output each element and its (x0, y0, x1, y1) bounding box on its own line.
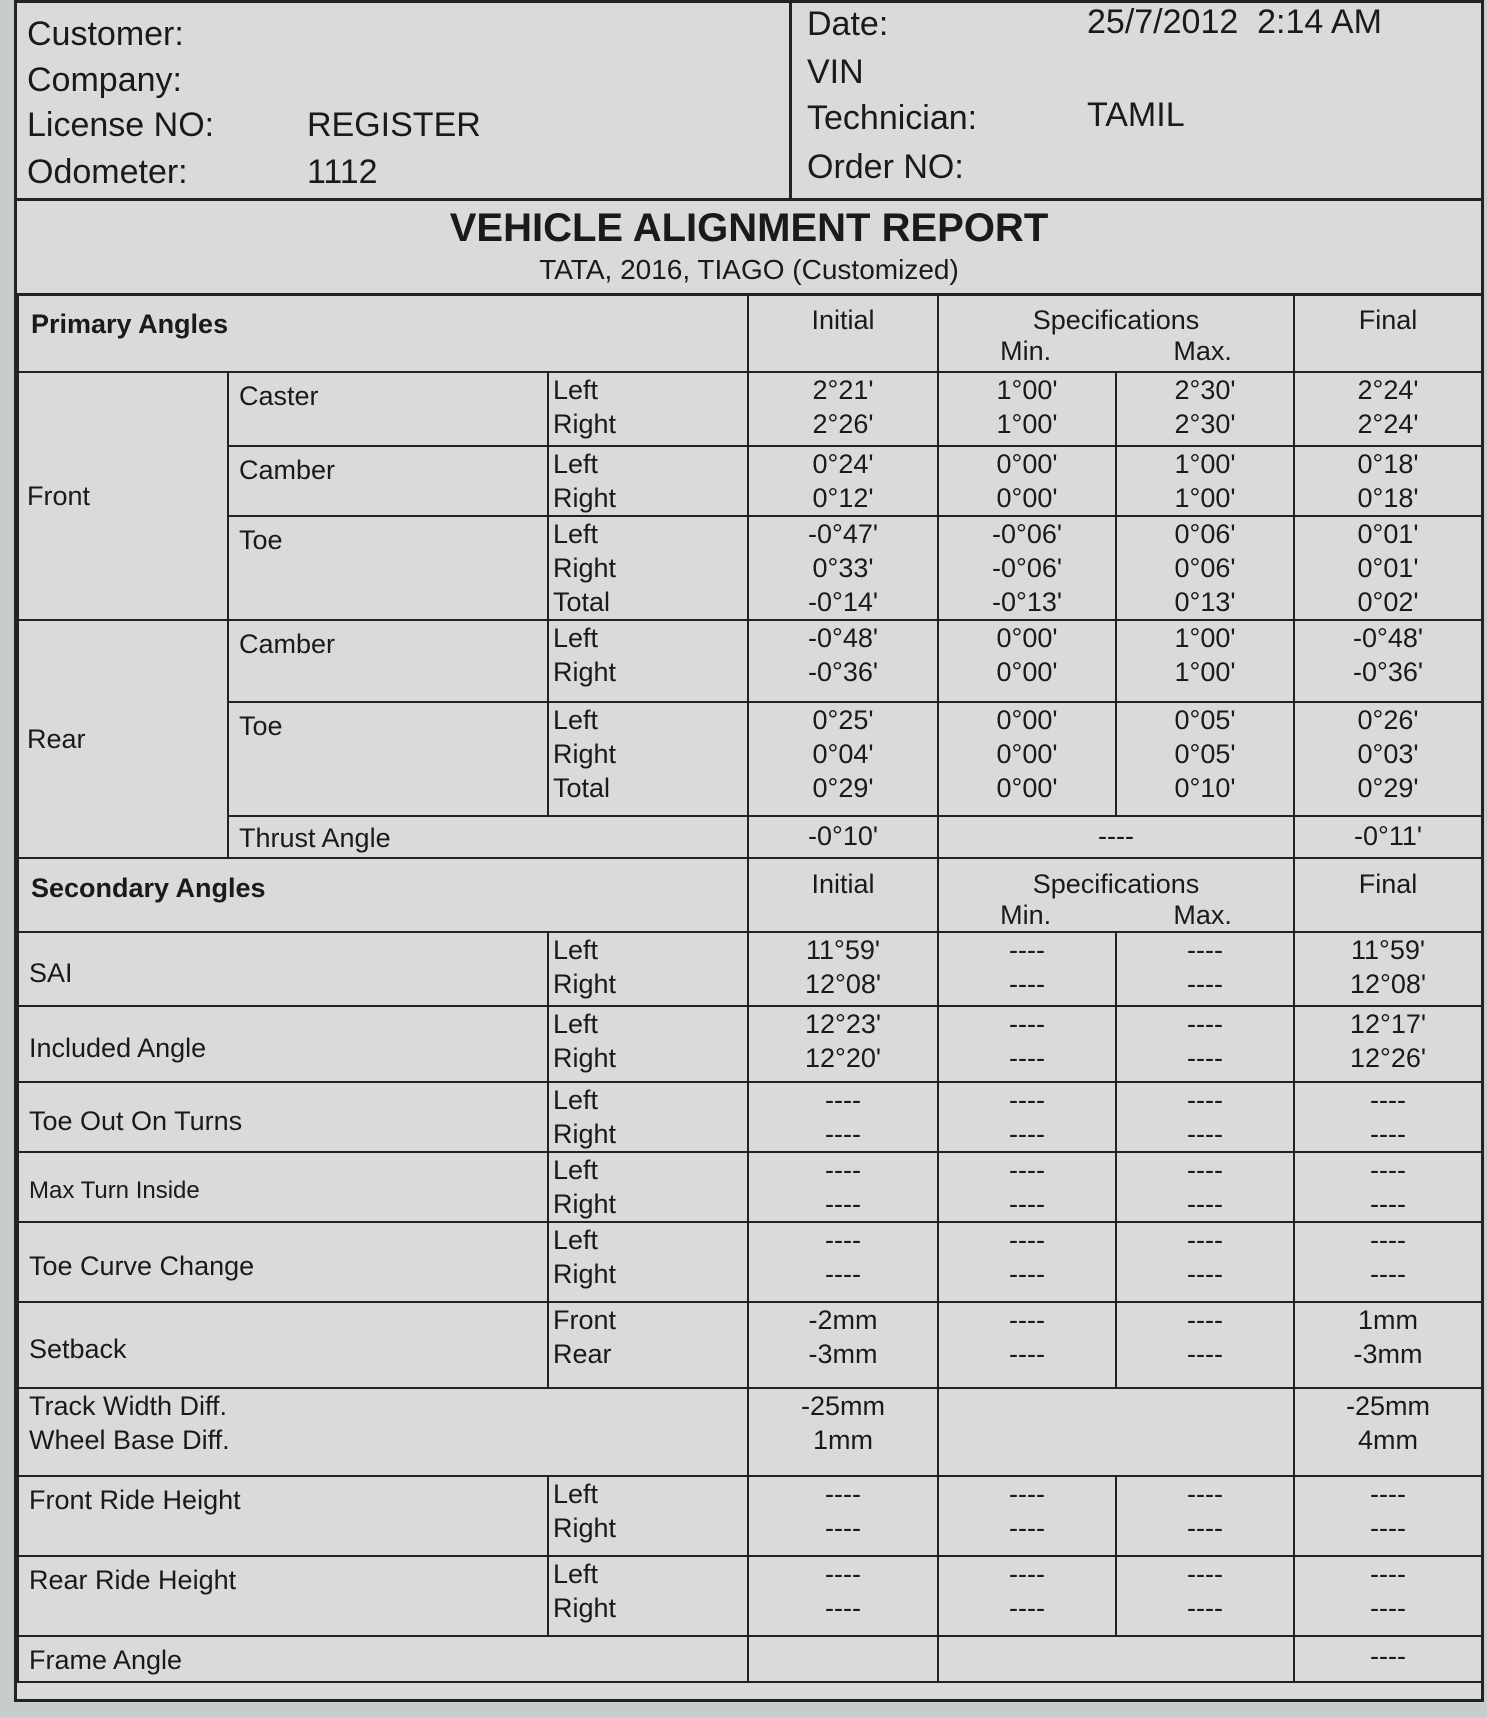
value-cell: 0°01' (1357, 553, 1419, 583)
value-cell: ---- (1187, 1259, 1223, 1289)
col-initial: Initial (811, 305, 875, 335)
value-cell: ---- (1009, 1009, 1045, 1039)
col-specifications: Specifications (1032, 869, 1200, 899)
value-cell: 0°00' (996, 705, 1058, 735)
front-camber-label: Camber (228, 446, 548, 516)
rear-camber-row (18, 620, 1482, 702)
value-cell: 0°18' (1357, 449, 1419, 479)
frame-angle-row (18, 1636, 1482, 1682)
value-cell: 0°26' (1357, 705, 1419, 735)
value-cell: -2mm (808, 1305, 878, 1335)
primary-angles-heading: Primary Angles (18, 294, 748, 372)
date-label: Date: (807, 5, 889, 43)
value-cell: ---- (1370, 1119, 1406, 1149)
track-wheelbase-row (18, 1388, 1482, 1476)
value-cell: -0°14' (808, 587, 879, 617)
value-cell: ---- (1009, 1305, 1045, 1335)
value-cell: 0°33' (812, 553, 874, 583)
value-cell: ---- (1370, 1155, 1406, 1185)
col-final: Final (1358, 869, 1418, 899)
value-cell: 0°00' (996, 739, 1058, 769)
value-cell: ---- (825, 1513, 861, 1543)
alignment-table (17, 293, 1483, 1683)
value-cell: -0°06' (992, 519, 1063, 549)
value-cell: 1°00' (1174, 449, 1236, 479)
value-cell: ---- (825, 1119, 861, 1149)
side-label: Right (553, 553, 617, 583)
value-cell: 2°24' (1357, 375, 1419, 405)
value-cell: ---- (1009, 1339, 1045, 1369)
value-cell: -0°48' (1353, 623, 1424, 653)
track-width-label: Track Width Diff. (29, 1391, 228, 1421)
col-final: Final (1358, 305, 1418, 335)
license-label: License NO: (27, 106, 215, 144)
side-label: Left (553, 1559, 599, 1589)
alignment-report-sheet (14, 0, 1484, 1702)
max-turn-row (18, 1152, 1482, 1222)
value-cell: 1mm (813, 1425, 874, 1455)
odometer-value: 1112 (307, 153, 378, 191)
side-label: Left (553, 449, 599, 479)
value-cell: ---- (1009, 1225, 1045, 1255)
side-label: Left (553, 1225, 599, 1255)
value-cell: 12°08' (805, 969, 882, 999)
primary-header-row (18, 294, 1482, 372)
vin-label: VIN (807, 53, 864, 91)
side-label: Left (553, 623, 599, 653)
side-label: Left (553, 1085, 599, 1115)
value-cell: 11°59' (806, 935, 881, 965)
value-cell: 0°02' (1357, 587, 1419, 617)
value-cell: ---- (1187, 1043, 1223, 1073)
value-cell: -0°06' (992, 553, 1063, 583)
value-cell: -0°11' (1294, 816, 1482, 858)
value-cell: ---- (1009, 1155, 1045, 1185)
value-cell: ---- (1187, 1155, 1223, 1185)
value-cell: 0°06' (1174, 519, 1236, 549)
side-label: Right (553, 969, 617, 999)
rear-ride-row (18, 1556, 1482, 1636)
value-cell: ---- (825, 1479, 861, 1509)
sai-label: SAI (18, 932, 548, 1006)
technician-label: Technician: (807, 99, 978, 137)
value-cell: ---- (1370, 1513, 1406, 1543)
value-cell: 0°25' (812, 705, 874, 735)
value-cell: 4mm (1358, 1425, 1419, 1455)
value-cell: ---- (1187, 1559, 1223, 1589)
report-title-box (17, 198, 1481, 296)
caster-row (18, 372, 1482, 446)
side-label: Front (553, 1305, 617, 1335)
value-cell: ---- (1009, 935, 1045, 965)
value-cell: ---- (1370, 1259, 1406, 1289)
wheel-base-label: Wheel Base Diff. (29, 1425, 230, 1455)
value-cell: -3mm (1353, 1339, 1423, 1369)
value-cell: ---- (1187, 1513, 1223, 1543)
side-label: Right (553, 1593, 617, 1623)
value-cell: ---- (1187, 1225, 1223, 1255)
col-max: Max. (1173, 336, 1232, 366)
value-cell: ---- (1370, 1559, 1406, 1589)
header-divider (789, 3, 792, 198)
value-cell: ---- (1009, 1043, 1045, 1073)
value-cell: 0°29' (812, 773, 874, 803)
sai-row (18, 932, 1482, 1006)
side-label: Left (553, 705, 599, 735)
front-toe-label: Toe (228, 516, 548, 620)
value-cell: ---- (825, 1189, 861, 1219)
value-cell: 2°21' (812, 375, 874, 405)
value-cell: 0°13' (1174, 587, 1236, 617)
value-cell: ---- (1294, 1636, 1482, 1682)
odometer-label: Odometer: (27, 153, 188, 191)
value-cell: ---- (1370, 1593, 1406, 1623)
value-cell: 0°01' (1357, 519, 1419, 549)
value-cell: ---- (825, 1259, 861, 1289)
side-label: Right (553, 409, 617, 439)
value-cell: ---- (1187, 1119, 1223, 1149)
side-label: Right (553, 483, 617, 513)
value-cell: ---- (1187, 1009, 1223, 1039)
caster-label: Caster (228, 372, 548, 446)
value-cell: 1°00' (1174, 657, 1236, 687)
value-cell: ---- (1187, 1305, 1223, 1335)
side-label: Right (553, 1189, 617, 1219)
front-camber-row (18, 446, 1482, 516)
value-cell: -0°36' (1353, 657, 1424, 687)
value-cell: 1°00' (1174, 483, 1236, 513)
frame-angle-label: Frame Angle (18, 1636, 748, 1682)
side-label: Left (553, 1009, 599, 1039)
value-cell: 0°00' (996, 623, 1058, 653)
toe-curve-row (18, 1222, 1482, 1302)
value-cell: ---- (1009, 1085, 1045, 1115)
value-cell: ---- (1187, 1593, 1223, 1623)
value-cell: 0°00' (996, 483, 1058, 513)
side-label: Left (553, 519, 599, 549)
value-cell: ---- (1187, 935, 1223, 965)
value-cell: -25mm (801, 1391, 886, 1421)
side-label: Right (553, 1513, 617, 1543)
order-label: Order NO: (807, 148, 964, 186)
value-cell: -0°10' (748, 816, 938, 858)
side-label: Left (553, 935, 599, 965)
col-min: Min. (1000, 900, 1052, 930)
rear-toe-label: Toe (228, 702, 548, 816)
date-value: 25/7/2012 2:14 AM (1087, 3, 1382, 41)
value-cell: 2°24' (1357, 409, 1419, 439)
toe-out-row (18, 1082, 1482, 1152)
value-cell: 1°00' (996, 409, 1058, 439)
value-cell: 0°04' (812, 739, 874, 769)
secondary-angles-heading: Secondary Angles (18, 858, 748, 932)
front-ride-label: Front Ride Height (18, 1476, 548, 1556)
value-cell: 12°23' (805, 1009, 882, 1039)
col-specifications: Specifications (1032, 305, 1200, 335)
value-cell: ---- (1187, 1339, 1223, 1369)
toe-out-label: Toe Out On Turns (18, 1082, 548, 1152)
value-cell: 0°03' (1357, 739, 1419, 769)
col-max: Max. (1173, 900, 1232, 930)
license-value: REGISTER (307, 106, 481, 144)
technician-value: TAMIL (1087, 96, 1185, 134)
value-cell: 0°05' (1174, 705, 1236, 735)
value-cell: 0°12' (812, 483, 874, 513)
value-cell: 2°26' (812, 409, 874, 439)
side-label: Total (553, 587, 611, 617)
value-cell: 12°08' (1350, 969, 1427, 999)
value-cell: 11°59' (1351, 935, 1426, 965)
value-cell: ---- (825, 1155, 861, 1185)
side-label: Right (553, 1043, 617, 1073)
rear-ride-label: Rear Ride Height (18, 1556, 548, 1636)
customer-label: Customer: (27, 15, 184, 53)
value-cell: 2°30' (1174, 375, 1236, 405)
side-label: Total (553, 773, 611, 803)
value-cell: -3mm (808, 1339, 878, 1369)
toe-curve-label: Toe Curve Change (18, 1222, 548, 1302)
rear-camber-label: Camber (228, 620, 548, 702)
side-label: Left (553, 375, 599, 405)
value-cell: ---- (1009, 1189, 1045, 1219)
value-cell: 1°00' (1174, 623, 1236, 653)
front-group-label: Front (18, 372, 228, 620)
value-cell: -0°47' (808, 519, 879, 549)
value-cell: 2°30' (1174, 409, 1236, 439)
report-title: VEHICLE ALIGNMENT REPORT (449, 206, 1049, 250)
value-cell: 0°06' (1174, 553, 1236, 583)
value-cell: 0°24' (812, 449, 874, 479)
value-cell: 0°18' (1357, 483, 1419, 513)
max-turn-label: Max Turn Inside (18, 1152, 548, 1222)
value-cell: ---- (1009, 1119, 1045, 1149)
secondary-header-row (18, 858, 1482, 932)
value-cell: ---- (1009, 1513, 1045, 1543)
value-cell: ---- (1009, 1479, 1045, 1509)
front-ride-row (18, 1476, 1482, 1556)
value-cell: ---- (1187, 1189, 1223, 1219)
setback-row (18, 1302, 1482, 1388)
value-cell: ---- (1370, 1085, 1406, 1115)
value-cell: ---- (1187, 1085, 1223, 1115)
setback-label: Setback (18, 1302, 548, 1388)
value-cell: ---- (1370, 1225, 1406, 1255)
value-cell: ---- (1009, 1593, 1045, 1623)
included-angle-row (18, 1006, 1482, 1082)
value-cell: -0°36' (808, 657, 879, 687)
side-label: Right (553, 657, 617, 687)
col-min: Min. (1000, 336, 1052, 366)
col-initial: Initial (811, 869, 875, 899)
value-cell: ---- (1009, 1259, 1045, 1289)
vehicle-subtitle: TATA, 2016, TIAGO (Customized) (539, 254, 959, 285)
value-cell: ---- (1187, 1479, 1223, 1509)
value-cell: 1°00' (996, 375, 1058, 405)
side-label: Left (553, 1155, 599, 1185)
value-cell: ---- (1370, 1479, 1406, 1509)
rear-group-label: Rear (18, 620, 228, 858)
thrust-row (18, 816, 1482, 858)
included-angle-label: Included Angle (18, 1006, 548, 1082)
value-cell: ---- (1370, 1189, 1406, 1219)
thrust-label: Thrust Angle (228, 816, 748, 858)
side-label: Right (553, 1119, 617, 1149)
value-cell: 0°29' (1357, 773, 1419, 803)
value-cell: ---- (1009, 969, 1045, 999)
rear-toe-row (18, 702, 1482, 816)
side-label: Right (553, 1259, 617, 1289)
value-cell: ---- (1009, 1559, 1045, 1589)
value-cell: 0°00' (996, 449, 1058, 479)
value-cell: -0°48' (808, 623, 879, 653)
value-cell: 0°10' (1174, 773, 1236, 803)
value-cell: -0°13' (992, 587, 1063, 617)
report-header (17, 3, 1481, 201)
value-cell: 12°26' (1350, 1043, 1427, 1073)
value-cell: ---- (825, 1559, 861, 1589)
value-cell: ---- (825, 1593, 861, 1623)
value-cell: 1mm (1358, 1305, 1419, 1335)
company-label: Company: (27, 61, 182, 99)
value-cell: 12°20' (805, 1043, 882, 1073)
value-cell: 12°17' (1350, 1009, 1427, 1039)
value-cell: -25mm (1346, 1391, 1431, 1421)
value-cell: ---- (938, 816, 1294, 858)
value-cell: ---- (825, 1085, 861, 1115)
side-label: Left (553, 1479, 599, 1509)
value-cell: 0°05' (1174, 739, 1236, 769)
side-label: Rear (553, 1339, 612, 1369)
value-cell: ---- (1187, 969, 1223, 999)
value-cell: 0°00' (996, 657, 1058, 687)
side-label: Right (553, 739, 617, 769)
value-cell: 0°00' (996, 773, 1058, 803)
value-cell: ---- (825, 1225, 861, 1255)
front-toe-row (18, 516, 1482, 620)
